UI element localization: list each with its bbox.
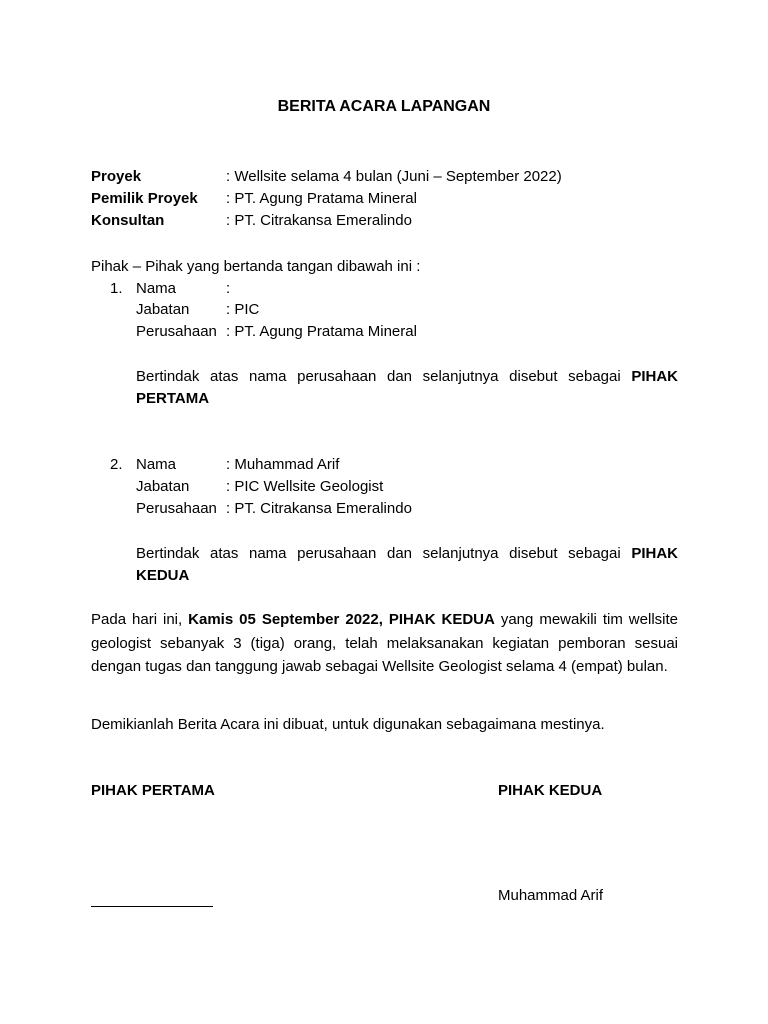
- party-1-jabatan-label: Jabatan: [136, 301, 190, 318]
- party-1-designation: PIHAK PERTAMA: [136, 368, 678, 407]
- signature-line-left: [91, 906, 213, 907]
- body-paragraph-part2: yang mewakili tim wellsite geologist sebanyak 3 (tiga) orang, telah melaksanakan kegiatan pemboran sesuai dengan tugas dan tanggung jawab sebagai Wellsite Geologist selama 4 (empat) bulan.: [91, 611, 678, 675]
- body-paragraph-part1: Pada hari ini,: [91, 611, 189, 628]
- party-1-statement: [136, 366, 678, 410]
- signature-right-label: PIHAK KEDUA: [498, 782, 603, 799]
- party-1-perusahaan-label: Perusahaan: [136, 323, 217, 340]
- intro-text: Pihak – Pihak yang bertanda tangan dibawah ini :: [91, 258, 421, 275]
- party-1-nama-label: Nama: [136, 280, 177, 297]
- party-2-statement: [136, 543, 678, 587]
- field-label-proyek: Proyek: [91, 168, 142, 185]
- field-label-pemilik-proyek: Pemilik Proyek: [91, 190, 198, 207]
- party-1-perusahaan-value: : PT. Agung Pratama Mineral: [226, 323, 417, 340]
- party-2-perusahaan-label: Perusahaan: [136, 500, 217, 517]
- party-1-jabatan-value: : PIC: [226, 301, 260, 318]
- party-1-statement-text: Bertindak atas nama perusahaan dan selanjutnya disebut sebagai: [136, 368, 632, 385]
- signature-right-name: Muhammad Arif: [498, 887, 604, 904]
- party-1-nama-value: :: [226, 280, 231, 297]
- field-value-proyek: : Wellsite selama 4 bulan (Juni – September 2022): [226, 168, 562, 185]
- party-2-designation: PIHAK KEDUA: [136, 545, 678, 584]
- field-label-konsultan: Konsultan: [91, 212, 165, 229]
- field-value-konsultan: : PT. Citrakansa Emeralindo: [226, 212, 412, 229]
- party-2-statement-text: Bertindak atas nama perusahaan dan selanjutnya disebut sebagai: [136, 545, 632, 562]
- field-value-pemilik-proyek: : PT. Agung Pratama Mineral: [226, 190, 417, 207]
- document-title: BERITA ACARA LAPANGAN: [277, 98, 491, 115]
- party-2-number: 2.: [110, 456, 123, 473]
- body-paragraph: [91, 608, 678, 679]
- closing-statement: Demikianlah Berita Acara ini dibuat, untuk digunakan sebagaimana mestinya.: [91, 716, 605, 733]
- party-1-number: 1.: [110, 280, 123, 297]
- party-2-nama-label: Nama: [136, 456, 177, 473]
- party-2-jabatan-label: Jabatan: [136, 478, 190, 495]
- signature-left-label: PIHAK PERTAMA: [91, 782, 215, 799]
- party-2-perusahaan-value: : PT. Citrakansa Emeralindo: [226, 500, 412, 517]
- party-2-jabatan-value: : PIC Wellsite Geologist: [226, 478, 384, 495]
- body-paragraph-bold: Kamis 05 September 2022, PIHAK KEDUA: [188, 611, 495, 628]
- party-2-nama-value: : Muhammad Arif: [226, 456, 340, 473]
